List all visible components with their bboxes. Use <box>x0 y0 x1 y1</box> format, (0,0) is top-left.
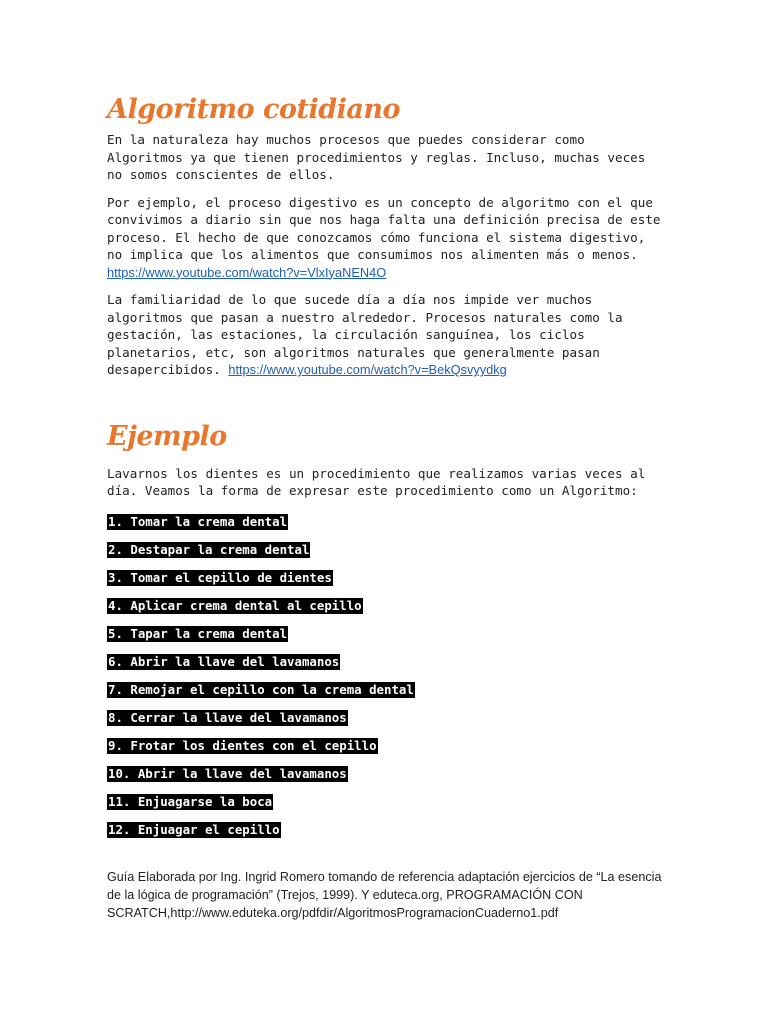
youtube-link-2[interactable]: https://www.youtube.com/watch?v=BekQsvyydkg <box>228 362 507 377</box>
step-label: 2. Destapar la crema dental <box>108 541 310 557</box>
step-label: 9. Frotar los dientes con el cepillo <box>108 737 377 753</box>
step-label: 11. Enjuagarse la boca <box>108 793 273 809</box>
section-title-algoritmo-cotidiano: Algoritmo cotidiano <box>107 94 400 125</box>
list-item <box>107 710 667 738</box>
list-item <box>107 514 667 542</box>
paragraph-digestive-text: Por ejemplo, el proceso digestivo es un concepto de algoritmo con el que convivimos a diario sin que nos haga falta una definición precisa de este proceso. El hecho de que conozcamos cómo funciona el sistema digestivo, no implica que los alimentos que consumimos nos alimenten más o menos. <box>107 194 661 262</box>
algorithm-steps-list <box>107 514 667 850</box>
list-item <box>107 654 667 682</box>
list-item <box>107 570 667 598</box>
step-label: 5. Tapar la crema dental <box>108 625 288 641</box>
step-label: 3. Tomar el cepillo de dientes <box>108 569 332 585</box>
list-item <box>107 626 667 654</box>
step-label: 4. Aplicar crema dental al cepillo <box>108 597 362 613</box>
step-label: 1. Tomar la crema dental <box>108 513 288 529</box>
list-item <box>107 738 667 766</box>
paragraph-intro: En la naturaleza hay muchos procesos que puedes considerar como Algoritmos ya que tienen procedimientos y reglas. Incluso, muchas veces no somos conscientes de ellos. <box>107 132 646 182</box>
step-label: 6. Abrir la llave del lavamanos <box>108 653 340 669</box>
step-label: 8. Cerrar la llave del lavamanos <box>108 709 347 725</box>
step-label: 7. Remojar el cepillo con la crema dental <box>108 681 414 697</box>
list-item <box>107 598 667 626</box>
paragraph-natural-processes-text: La familiaridad de lo que sucede día a día nos impide ver muchos algoritmos que pasan a nuestro alrededor. Procesos naturales como la gestación, las estaciones, la circulación sanguínea, los ciclos planetarios, etc, son algoritmos naturales que generalmente pasan desapercibidos. <box>107 292 623 377</box>
footer-credits: Guía Elaborada por Ing. Ingrid Romero tomando de referencia adaptación ejercicios de “La esencia de la lógica de programación” (Trejos, 1999). Y eduteca.org, PROGRAMACIÓN CON SCRATCH,http://www.eduteka.org/pdfdir/AlgoritmosProgramacionCuaderno1.pdf <box>107 869 662 920</box>
youtube-link-1[interactable]: https://www.youtube.com/watch?v=VlxIyaNEN4O <box>107 264 387 280</box>
step-label: 10. Abrir la llave del lavamanos <box>108 765 347 781</box>
paragraph-example-intro: Lavarnos los dientes es un procedimiento que realizamos varias veces al día. Veamos la forma de expresar este procedimiento como un Algoritmo: <box>107 465 646 498</box>
paragraph-natural-processes <box>107 291 667 379</box>
list-item <box>107 794 667 822</box>
paragraph-digestive <box>107 194 667 282</box>
list-item <box>107 542 667 570</box>
document-page <box>107 92 667 934</box>
list-item <box>107 682 667 710</box>
list-item <box>107 766 667 794</box>
step-label: 12. Enjuagar el cepillo <box>108 821 280 837</box>
list-item <box>107 822 667 850</box>
section-title-ejemplo: Ejemplo <box>107 420 227 452</box>
